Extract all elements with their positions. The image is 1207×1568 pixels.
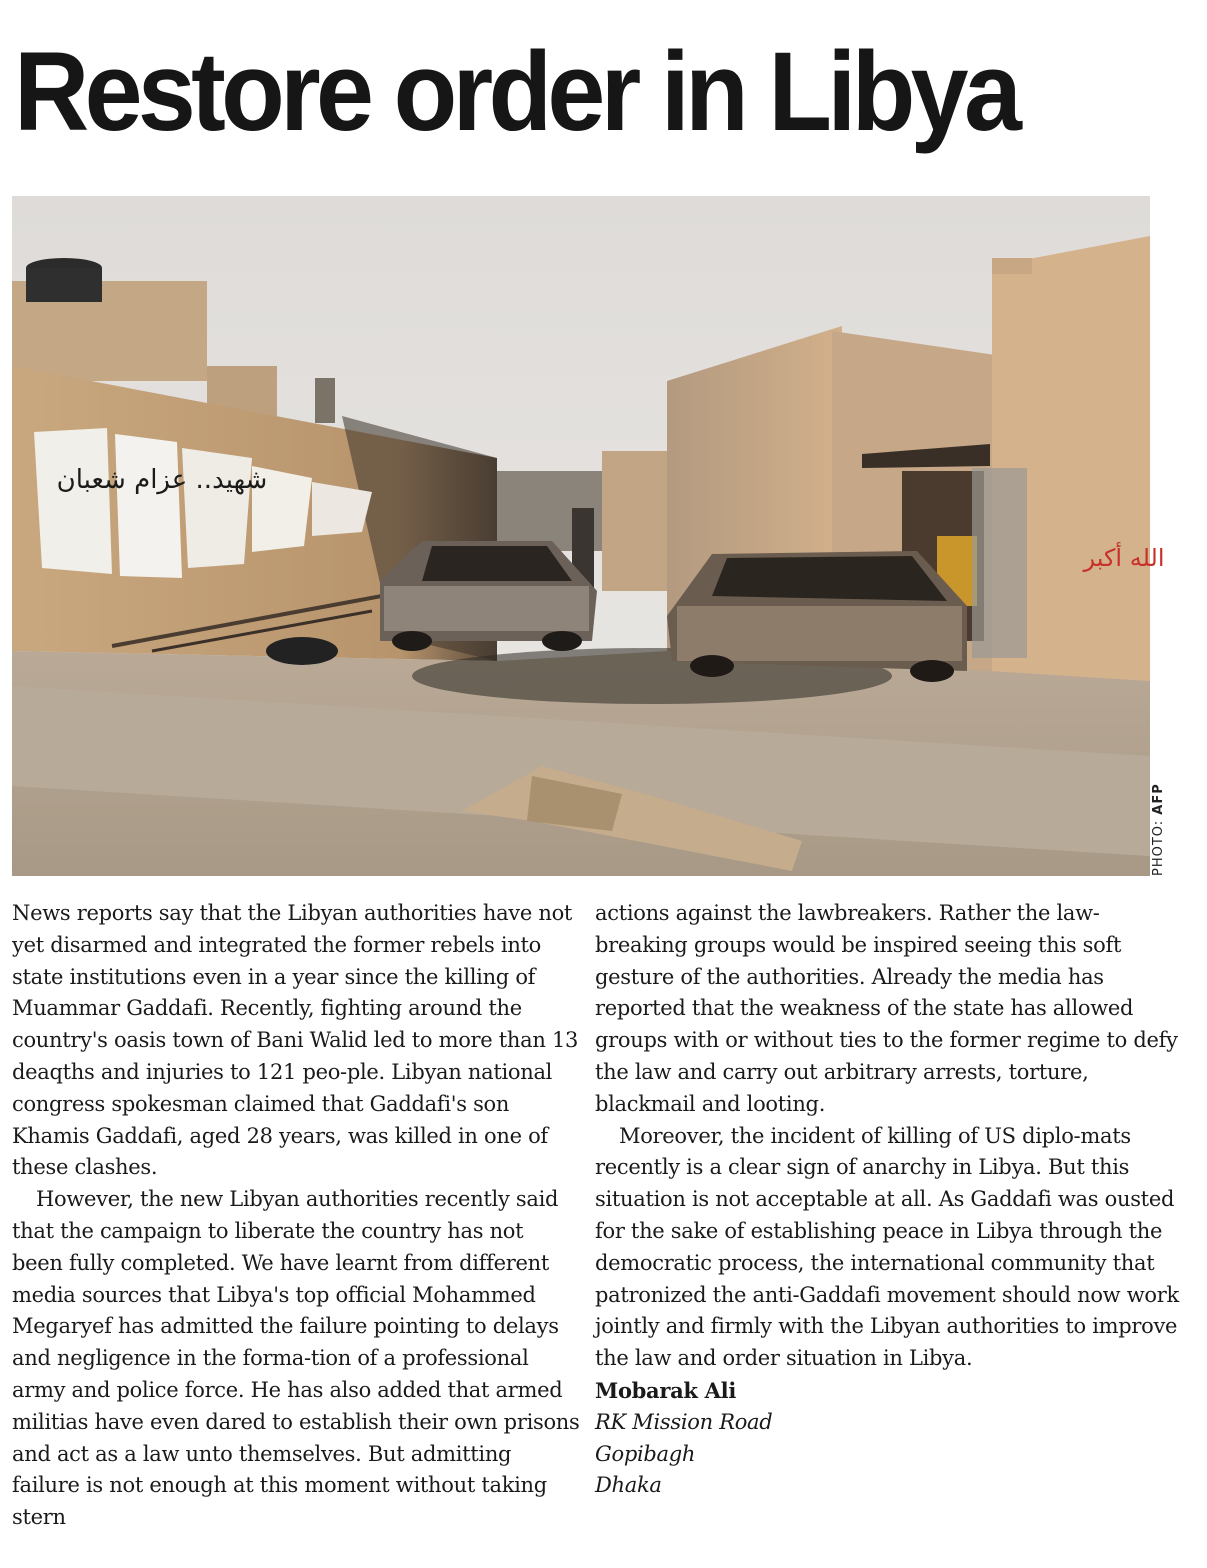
graffiti-right-text: الله أكبر — [1083, 544, 1165, 572]
photo-credit-prefix: PHOTO: — [1151, 814, 1166, 876]
article-column-left — [12, 898, 580, 1534]
burned-car-left — [380, 541, 597, 651]
photo-credit-agency: AFP — [1151, 783, 1166, 815]
photo-credit — [1151, 783, 1166, 876]
paragraph-1: News reports say that the Libyan authorities have not yet disarmed and integrated the former rebels into state institutions even in a year since the killing of Muammar Gaddafi. Recently, fighting around the country's oasis town of Bani Walid led to more than 13 deaqths and injuries to 121 peo-ple. Libyan national congress spokesman claimed that Gaddafi's son Khamis Gaddafi, aged 28 years, was killed in one of these clashes. — [12, 901, 579, 1180]
paragraph-2: However, the new Libyan authorities recently said that the campaign to liberate the country has not been fully completed. We have learnt from different media sources that Libya's top official Mohammed Megaryef has admitted the failure pointing to delays and negligence in the forma-tion of a professional army and police force. He has also added that armed militias have even dared to establish their own prisons and act as a law unto themselves. But admitting failure is not enough at this moment without taking stern — [12, 1187, 580, 1530]
author-address-line: RK Mission Road — [595, 1409, 773, 1434]
article-column-right — [595, 898, 1180, 1502]
author-address-line: Dhaka — [595, 1473, 662, 1498]
paragraph-4: Moreover, the incident of killing of US diplo-mats recently is a clear sign of anarchy in Libya. But this situation is not acceptable at all. As Gaddafi was ousted for the sake of establishing peace in Libya through the democratic process, the international community that patronized the anti-Gaddafi movement should now work jointly and firmly with the Libyan authorities to improve the law and order situation in Libya. — [595, 1123, 1179, 1371]
paragraph-3: actions against the lawbreakers. Rather the law-breaking groups would be inspired seeing this soft gesture of the authorities. Already the media has reported that the weakness of the state has allowed groups with or without ties to the former regime to defy the law and carry out arbitrary arrests, torture, blackmail and looting. — [595, 901, 1178, 1116]
author-name: Mobarak Ali — [595, 1377, 737, 1403]
headline: Restore order in Libya — [14, 29, 1018, 154]
graffiti-left-text: شهيد.. عزام شعبان — [56, 465, 268, 495]
burned-car-right — [667, 551, 967, 682]
author-address-line: Gopibagh — [595, 1441, 696, 1466]
